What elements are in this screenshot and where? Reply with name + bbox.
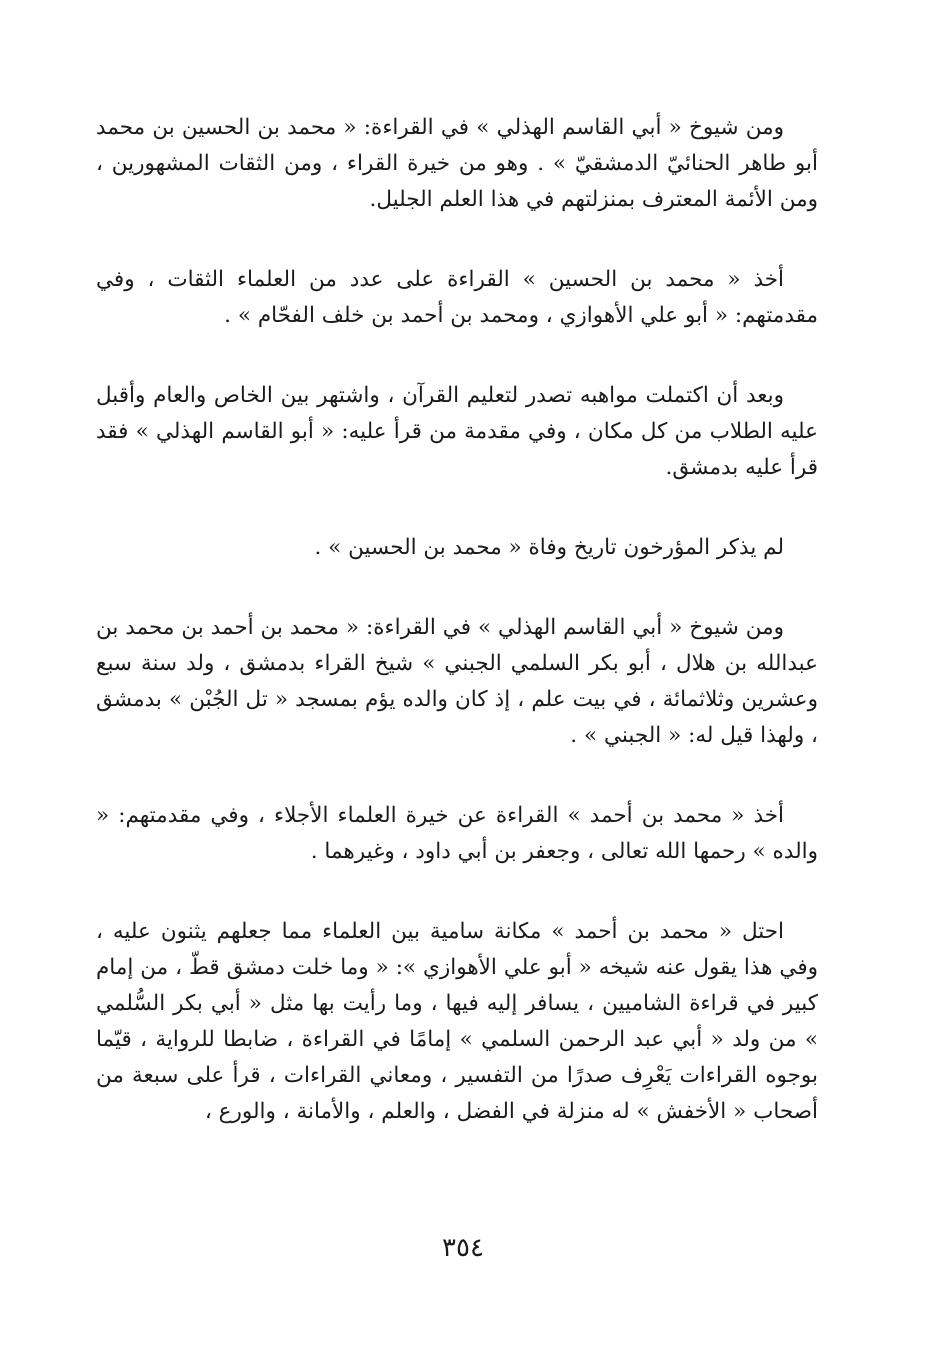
paragraph-gap	[96, 218, 818, 262]
paragraph-3: وبعد أن اكتملت مواهبه تصدر لتعليم القرآن ، واشتهر بين الخاص والعام وأقبل عليه الطلاب من كل مكان ، وفي مقدمة من قرأ عليه: « أبو القاسم الهذلي » فقد قرأ عليه بدمشق.	[96, 383, 818, 480]
paragraph-gap	[96, 566, 818, 610]
paragraph-2: أخذ « محمد بن الحسين » القراءة على عدد من العلماء الثقات ، وفي مقدمتهم: « أبو علي الأهوازي ، ومحمد بن أحمد بن خلف الفحّام » .	[96, 267, 818, 328]
body-text	[96, 110, 818, 1130]
paragraph-gap	[96, 334, 818, 378]
page-number: ٣٥٤	[442, 1233, 484, 1263]
paragraph-gap	[96, 870, 818, 914]
paragraph-1: ومن شيوخ « أبي القاسم الهذلي » في القراءة: « محمد بن الحسين بن محمد أبو طاهر الحنائيّ الدمشقيّ » . وهو من خيرة القراء ، ومن الثقات المشهورين ، ومن الأئمة المعترف بمنزلتهم في هذا العلم الجليل.	[96, 115, 818, 212]
paragraph-5: ومن شيوخ « أبي القاسم الهذلي » في القراءة: « محمد بن أحمد بن محمد بن عبدالله بن هلال ، أبو بكر السلمي الجبني » شيخ القراء بدمشق ، ولد سنة سبع وعشرين وثلاثمائة ، في بيت علم ، إذ كان والده يؤم بمسجد « تل الجُبْن » بدمشق ، ولهذا قيل له: « الجبني » .	[96, 615, 818, 748]
paragraph-6: أخذ « محمد بن أحمد » القراءة عن خيرة العلماء الأجلاء ، وفي مقدمتهم: « والده » رحمها الله تعالى ، وجعفر بن أبي داود ، وغيرهما .	[96, 803, 818, 864]
paragraph-gap	[96, 486, 818, 530]
paragraph-gap	[96, 754, 818, 798]
paragraph-4: لم يذكر المؤرخون تاريخ وفاة « محمد بن الحسين » .	[314, 535, 784, 560]
paragraph-7: احتل « محمد بن أحمد » مكانة سامية بين العلماء مما جعلهم يثنون عليه ، وفي هذا يقول عنه شيخه « أبو علي الأهوازي »: « وما خلت دمشق قطّ ، من إمام كبير في قراءة الشاميين ، يسافر إليه فيها ، وما رأيت بها مثل « أبي بكر السُّلمي » من ولد « أبي عبد الرحمن السلمي » إمامًا في القراءة ، ضابطا للرواية ، قيّما بوجوه القراءات يَعْرِف صدرًا من التفسير ، ومعاني القراءات ، قرأ على سبعة من أصحاب « الأخفش » له منزلة في الفضل ، والعلم ، والأمانة ، والورع ،	[96, 919, 818, 1124]
